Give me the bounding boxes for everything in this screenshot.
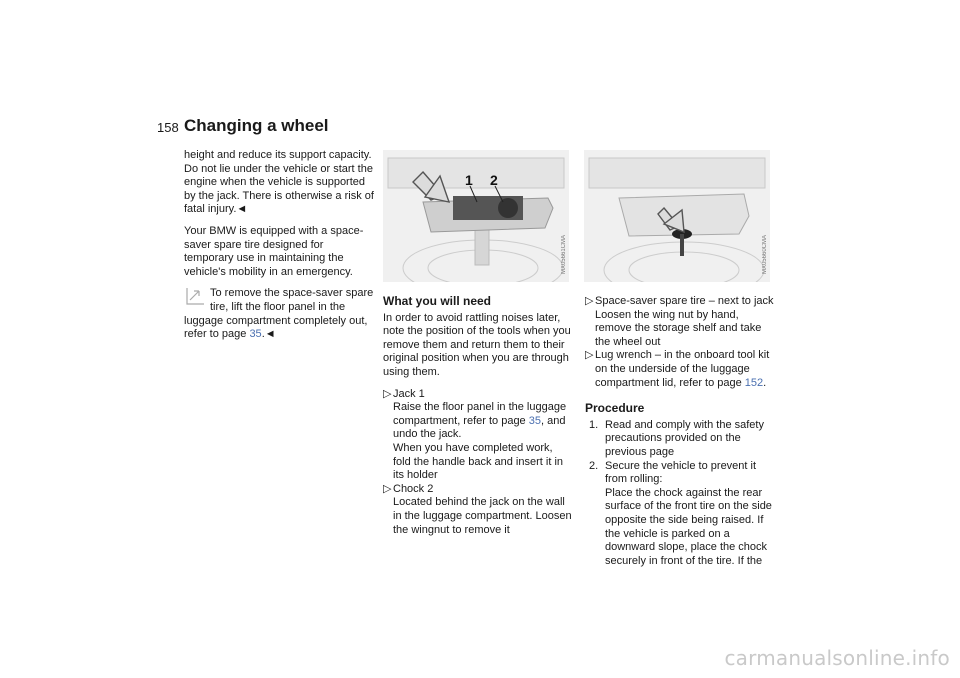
list-item-lug-wrench: ▷ Lug wrench – in the onboard tool kit on the underside of the luggage compartment lid, refer to page 152. [585,349,770,389]
warning-paragraph: height and reduce its support capacity. Do not lie under the vehicle or start the engine when the vehicle is supported by the jack. There is otherwise a risk of fatal injury.◄ [184,149,374,216]
note-arrow-icon [184,287,206,307]
bullet-arrow-icon: ▷ [585,295,594,307]
section-heading-procedure: Procedure [585,401,645,416]
bullet-arrow-icon: ▷ [383,387,392,400]
bullet-arrow-icon: ▷ [383,482,392,495]
list-item-spare-tire: ▷ Space-saver spare tire – next to jack Loosen the wing nut by hand, remove the storage shelf and take the wheel out [585,295,774,348]
site-watermark: carmanualsonline.info [724,646,950,670]
wing-nut-image [584,150,770,282]
image-code: MX05661CMA [561,234,567,274]
page-link-35[interactable]: 35 [249,328,262,341]
procedure-step: 1. Read and comply with the safety precautions provided on the previous page [589,418,764,458]
column-right [585,295,775,568]
page-title: Changing a wheel [184,116,329,135]
bullet-arrow-icon: ▷ [585,349,594,362]
page-link-152[interactable]: 152 [744,376,764,389]
procedure-step: 2. Secure the vehicle to prevent it from rolling: Place the chock against the rear surface of the front tire on the side opposite the side being raised. If the vehicle is parked on a downward slope, place the chock securely in front of the tire. If the [589,459,772,567]
list-item-chock: ▷ Chock 2 Located behind the jack on the wall in the luggage compartment. Loosen the wingnut to remove it [383,482,572,536]
spare-tire-paragraph: Your BMW is equipped with a space-saver spare tire designed for temporary use in maintaining the vehicle's mobility in an emergency. [184,224,364,278]
page-number: 158 [157,120,179,135]
luggage-jack-image [383,150,569,282]
image-code: MX05660CMA [762,234,768,274]
procedure-steps [585,419,775,569]
section-heading-what-you-need: What you will need [383,294,492,308]
callout-2: 2 [490,172,498,188]
callout-1: 1 [465,172,473,188]
column-left [184,149,374,350]
note-paragraph: To remove the space-saver spare tire, lift the floor panel in the luggage compartment completely out, refer to page 35.◄ [184,287,374,341]
tools-intro-paragraph: In order to avoid rattling noises later, note the position of the tools when you remove them and return them to their original position when you are through using them. [383,311,571,378]
list-item-jack: ▷ Jack 1 Raise the floor panel in the luggage compartment, refer to page 35, and undo the jack. When you have completed work, fold the handle back and insert it in its holder [383,387,567,482]
column-middle [383,295,573,537]
page-link-35[interactable]: 35 [528,414,541,427]
